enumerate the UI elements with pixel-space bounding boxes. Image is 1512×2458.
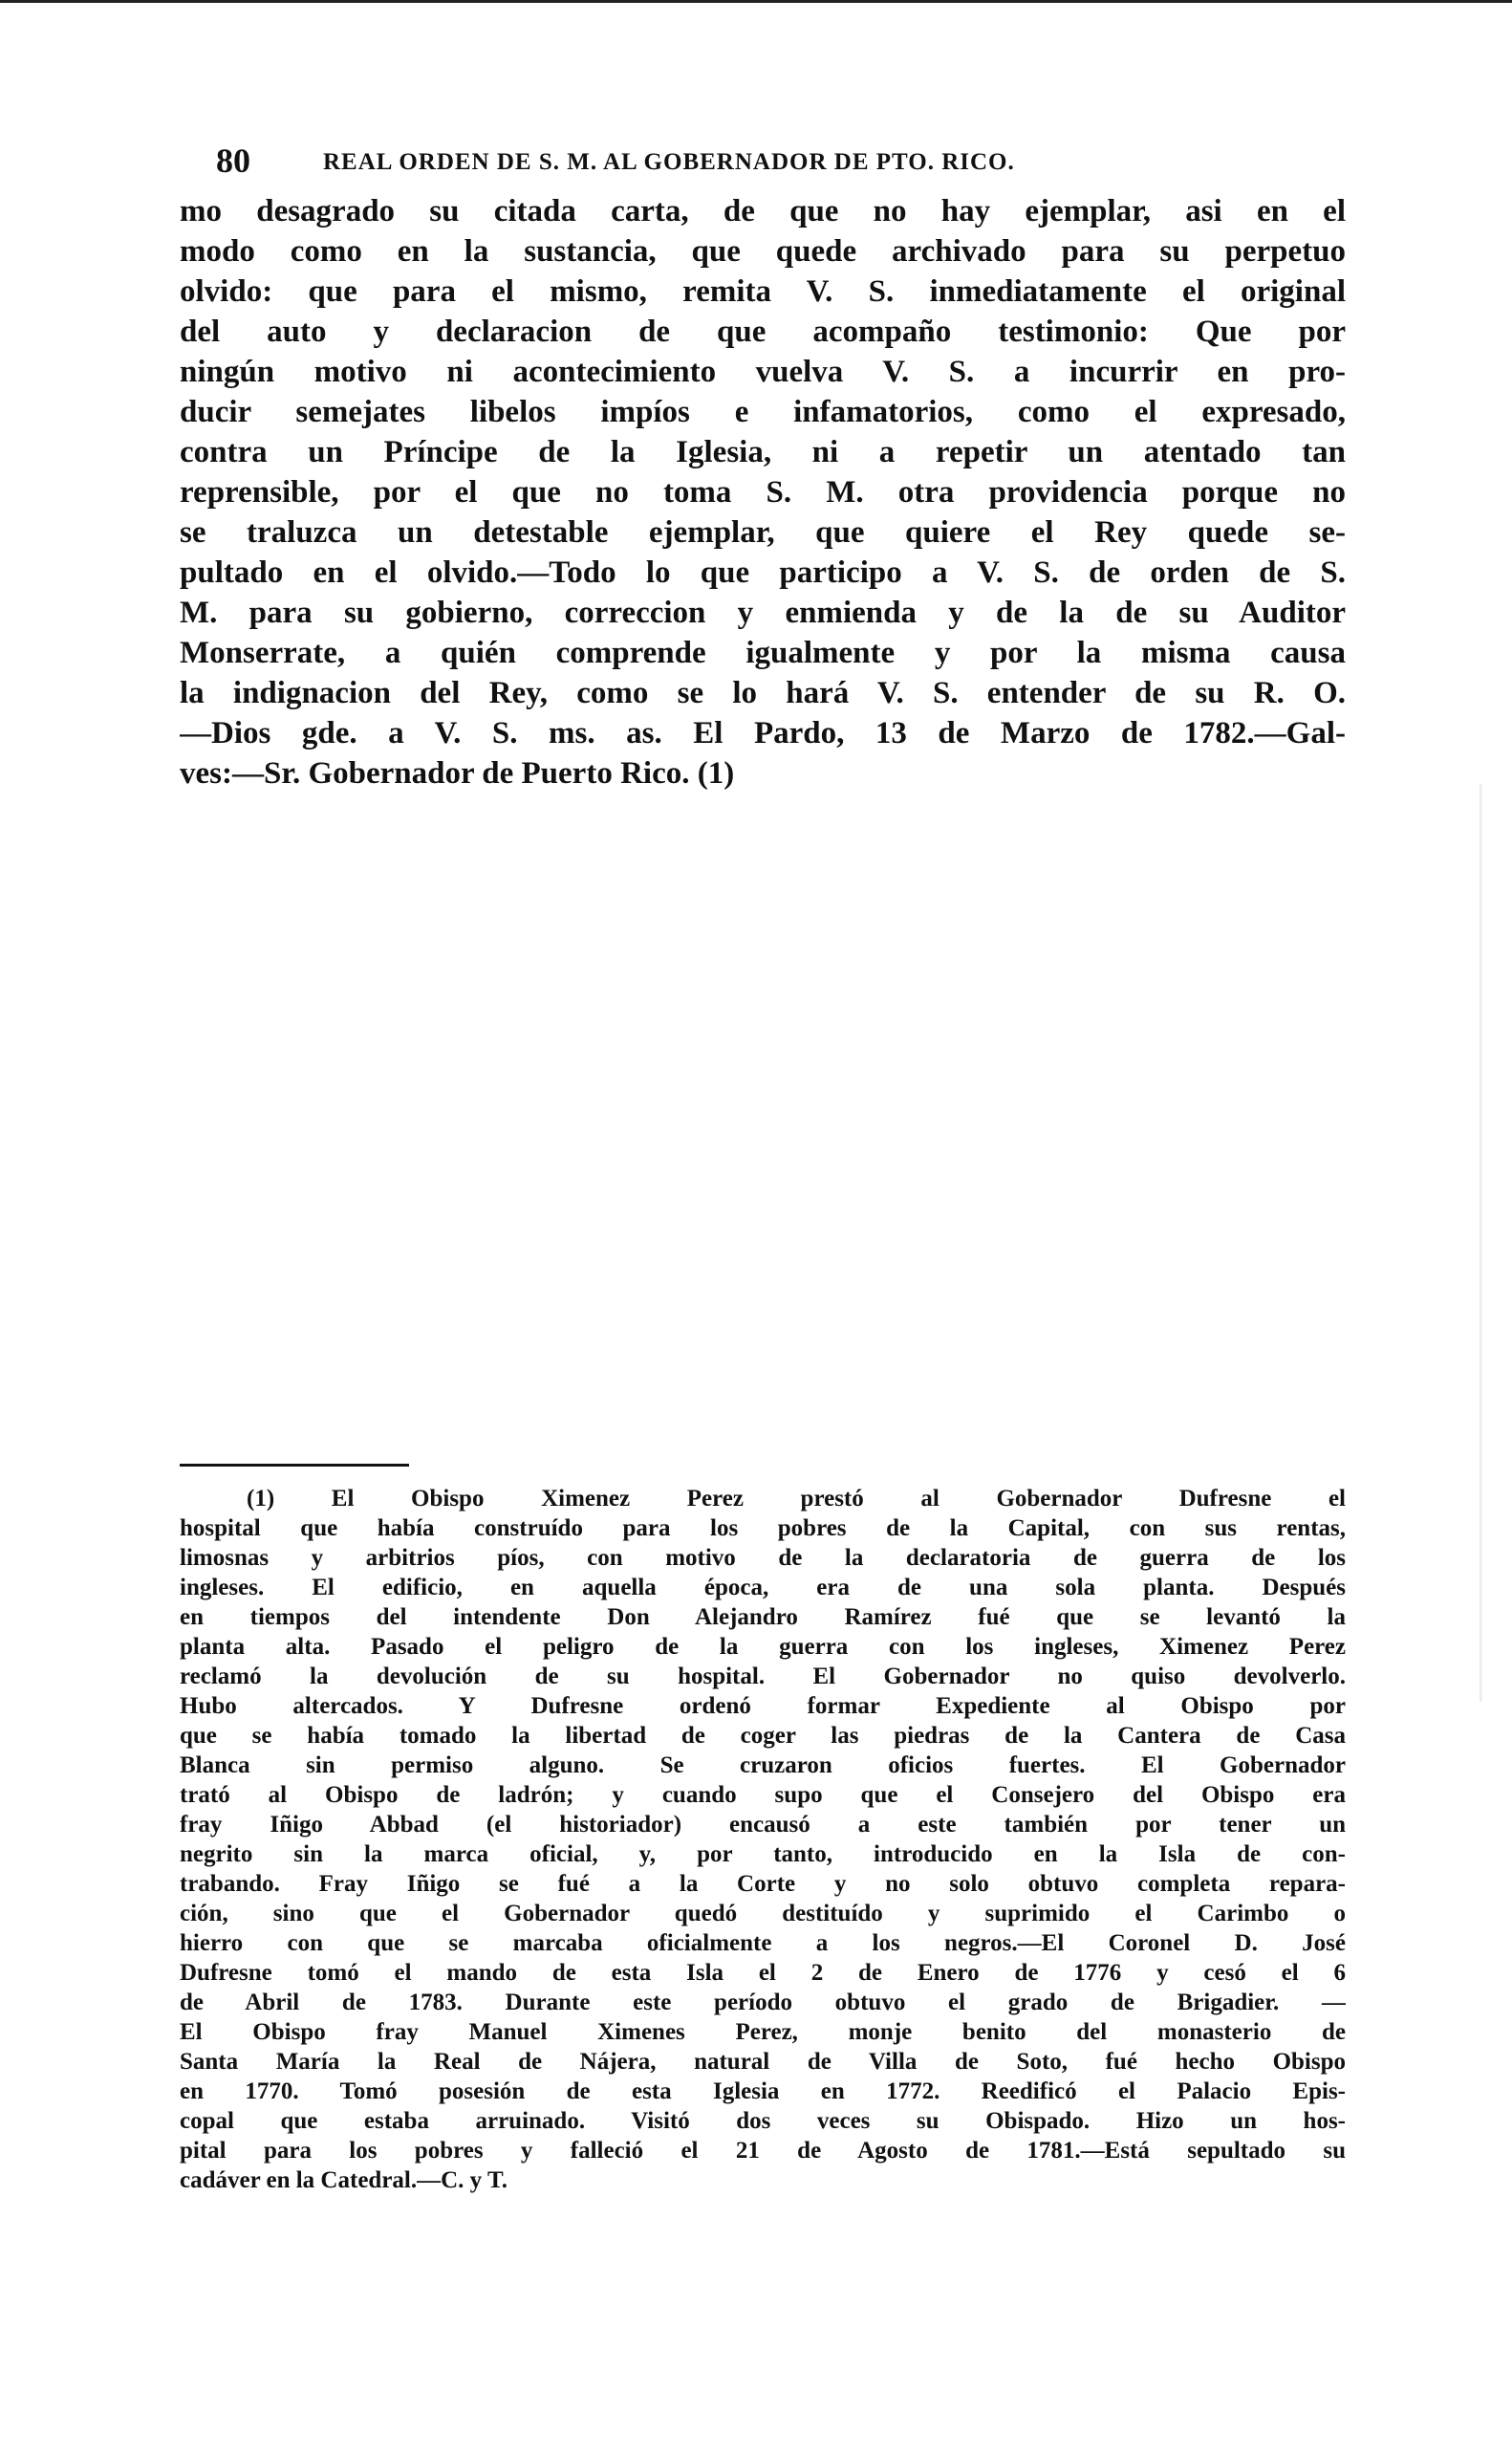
footnote-line: Santa María la Real de Nájera, natural de Villa de Soto, fué hecho Obispo: [180, 2049, 1346, 2075]
body-line: contra un Príncipe de la Iglesia, ni a repetir un atentado tan: [180, 435, 1346, 469]
main-text: [180, 191, 1346, 794]
footnote-line: planta alta. Pasado el peligro de la guerra con los ingleses, Ximenez Perez: [180, 1634, 1346, 1660]
footnote-line: Blanca sin permiso alguno. Se cruzaron oficios fuertes. El Gobernador: [180, 1752, 1346, 1778]
footnote-line: ción, sino que el Gobernador quedó destituído y suprimido el Carimbo o: [180, 1901, 1346, 1926]
body-line: se traluzca un detestable ejemplar, que quiere el Rey quede se-: [180, 515, 1346, 550]
footnote-line: Hubo altercados. Y Dufresne ordenó formar Expediente al Obispo por: [180, 1693, 1346, 1719]
body-line: ningún motivo ni acontecimiento vuelva V. S. a incurrir en pro-: [180, 355, 1346, 389]
footnote-line: hierro con que se marcaba oficialmente a los negros.—El Coronel D. José: [180, 1930, 1346, 1956]
body-line: pultado en el olvido.—Todo lo que participo a V. S. de orden de S.: [180, 555, 1346, 590]
body-line: la indignacion del Rey, como se lo hará V. S. entender de su R. O.: [180, 676, 1346, 710]
body-line: reprensible, por el que no toma S. M. otra providencia porque no: [180, 475, 1346, 510]
body-line: del auto y declaracion de que acompaño testimonio: Que por: [180, 315, 1346, 349]
footnote-line: cadáver en la Catedral.—C. y T.: [180, 2167, 508, 2193]
footnote-line: hospital que había construído para los pobres de la Capital, con sus rentas,: [180, 1515, 1346, 1541]
running-title: REAL ORDEN DE S. M. AL GOBERNADOR DE PTO. RICO.: [323, 149, 1015, 175]
footnote-line: Dufresne tomó el mando de esta Isla el 2 de Enero de 1776 y cesó el 6: [180, 1960, 1346, 1986]
footnote-line: fray Iñigo Abbad (el historiador) encausó a este también por tener un: [180, 1812, 1346, 1838]
footnote-line: copal que estaba arruinado. Visitó dos veces su Obispado. Hizo un hos-: [180, 2108, 1346, 2134]
page-header: [180, 140, 1346, 182]
footnote-line: trabando. Fray Iñigo se fué a la Corte y no solo obtuvo completa repara-: [180, 1871, 1346, 1897]
footnote-line: pital para los pobres y falleció el 21 de Agosto de 1781.—Está sepultado su: [180, 2138, 1346, 2164]
page-edge-shadow: [1480, 784, 1483, 1702]
footnote-line: reclamó la devolución de su hospital. El Gobernador no quiso devolverlo.: [180, 1664, 1346, 1689]
body-line: modo como en la sustancia, que quede archivado para su perpetuo: [180, 234, 1346, 269]
footnote-line: limosnas y arbitrios píos, con motivo de la declaratoria de guerra de los: [180, 1545, 1346, 1571]
footnote: [180, 1484, 1346, 2195]
footnote-line: El Obispo fray Manuel Ximenes Perez, monje benito del monasterio de: [180, 2019, 1346, 2045]
footnote-line: (1) El Obispo Ximenez Perez prestó al Gobernador Dufresne el: [247, 1486, 1346, 1512]
body-line: ducir semejates libelos impíos e infamatorios, como el expresado,: [180, 395, 1346, 429]
body-line: ves:—Sr. Gobernador de Puerto Rico. (1): [180, 756, 735, 791]
footnote-line: negrito sin la marca oficial, y, por tanto, introducido en la Isla de con-: [180, 1841, 1346, 1867]
page-number: 80: [216, 141, 250, 180]
body-line: olvido: que para el mismo, remita V. S. inmediatamente el original: [180, 274, 1346, 309]
body-line: M. para su gobierno, correccion y enmienda y de la de su Auditor: [180, 596, 1346, 630]
footnote-line: de Abril de 1783. Durante este período obtuvo el grado de Brigadier. —: [180, 1990, 1346, 2015]
body-line: Monserrate, a quién comprende igualmente y por la misma causa: [180, 636, 1346, 670]
footnote-line: en tiempos del intendente Don Alejandro Ramírez fué que se levantó la: [180, 1604, 1346, 1630]
footnote-line: que se había tomado la libertad de coger las piedras de la Cantera de Casa: [180, 1723, 1346, 1749]
footnote-line: ingleses. El edificio, en aquella época, era de una sola planta. Después: [180, 1575, 1346, 1600]
footnote-line: trató al Obispo de ladrón; y cuando supo que el Consejero del Obispo era: [180, 1782, 1346, 1808]
top-border-line: [0, 0, 1512, 3]
body-line: mo desagrado su citada carta, de que no hay ejemplar, asi en el: [180, 194, 1346, 228]
body-line: —Dios gde. a V. S. ms. as. El Pardo, 13 de Marzo de 1782.—Gal-: [180, 716, 1346, 750]
footnote-separator: [180, 1464, 409, 1467]
footnote-line: en 1770. Tomó posesión de esta Iglesia en 1772. Reedificó el Palacio Epis-: [180, 2078, 1346, 2104]
